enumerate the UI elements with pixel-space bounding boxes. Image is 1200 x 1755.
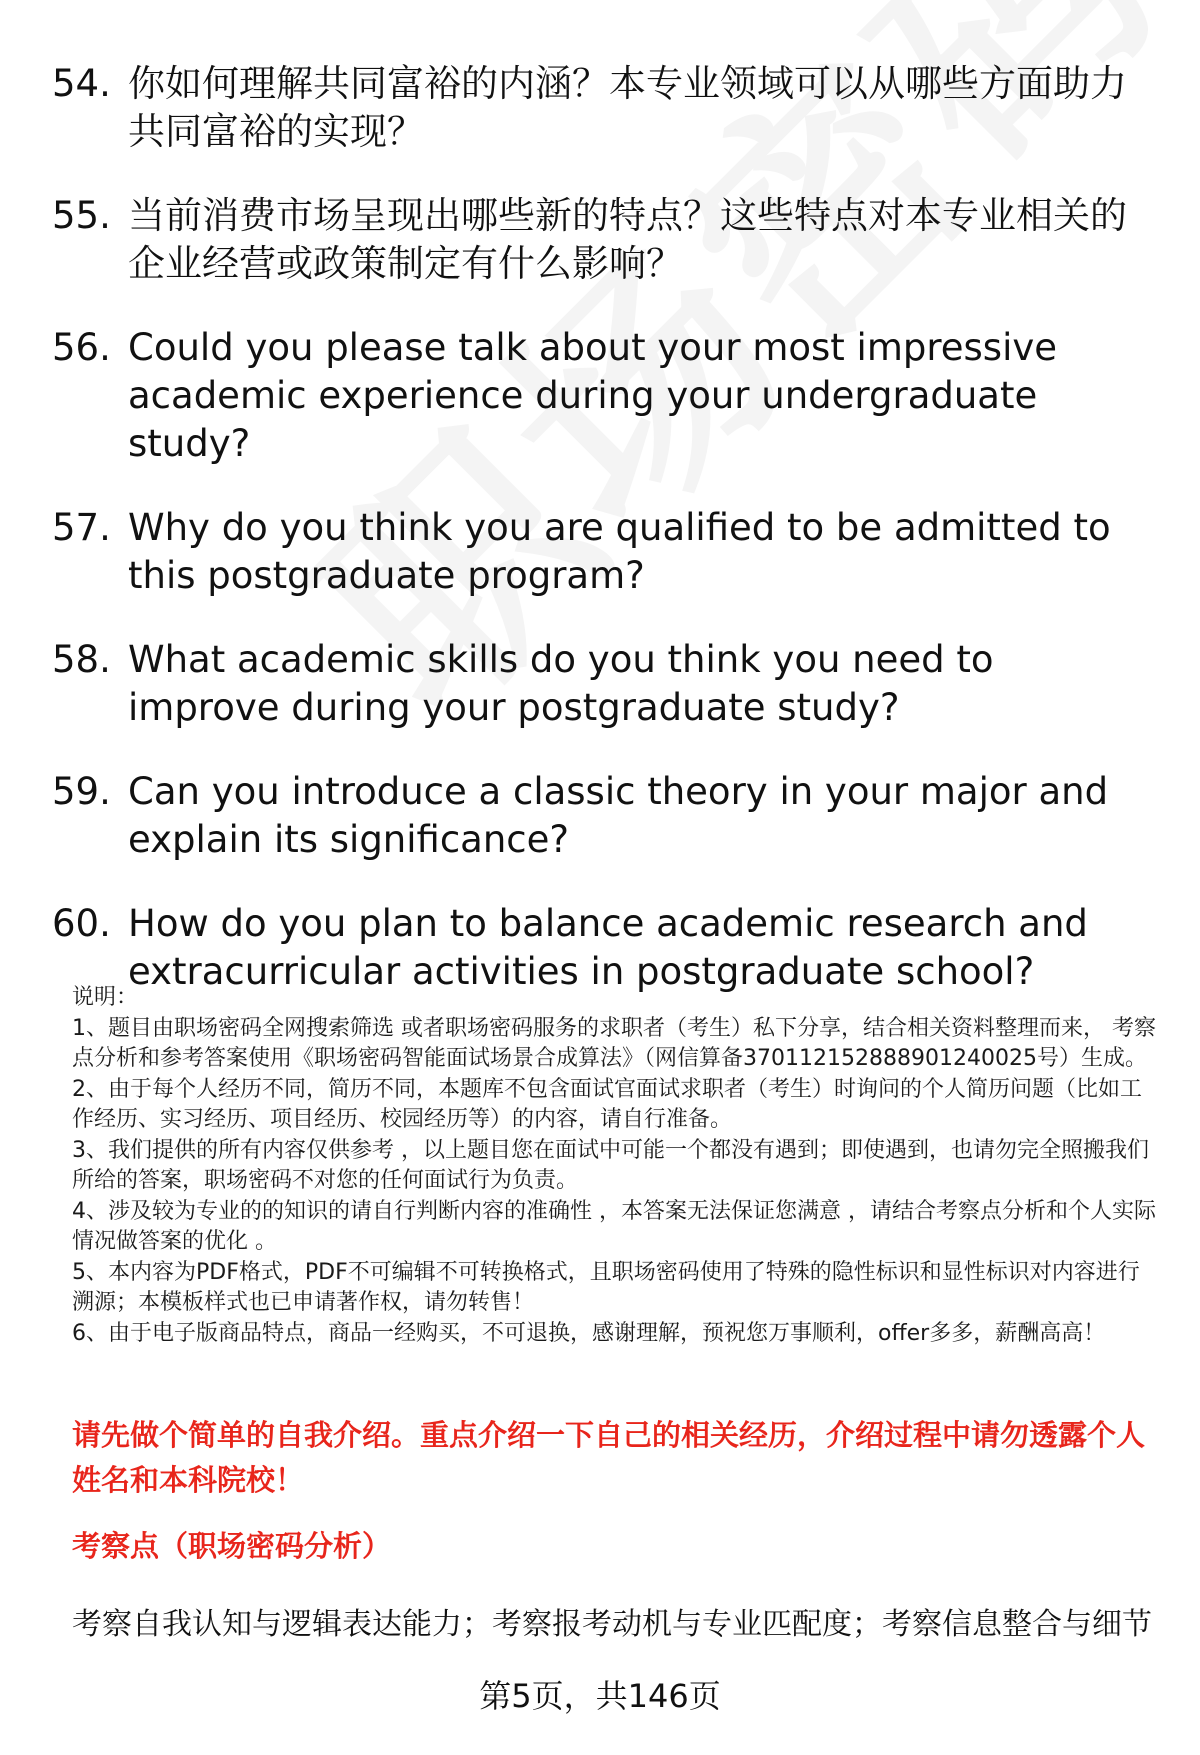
question-item [0,192,1200,288]
question-item [0,504,1200,600]
question-item [0,60,1200,156]
question-text: 你如何理解共同富裕的内涵？本专业领域可以从哪些方面助力共同富裕的实现？ [128,62,1127,153]
note-item: 4、涉及较为专业的的知识的请自行判断内容的准确性 ，本答案无法保证您满意 ，请结合考察点分析和个人实际情况做答案的优化 。 [72,1198,1156,1254]
question-text: Could you please talk about your most impressive academic experience during your undergraduate study? [128,326,1058,465]
question-item [0,636,1200,732]
question-item [0,768,1200,864]
page-number-footer: 第5页，共146页 [479,1677,721,1715]
analysis-text: 考察自我认知与逻辑表达能力；考察报考动机与专业匹配度；考察信息整合与细节 [72,1607,1152,1642]
note-item: 1、题目由职场密码全网搜索筛选 或者职场密码服务的求职者（考生）私下分享，结合相关资料整理而来， 考察点分析和参考答案使用《职场密码智能面试场景合成算法》（网信算备370112152888901240025号）生成。 [72,1015,1156,1071]
question-number: 58. [52,638,111,681]
question-text: 当前消费市场呈现出哪些新的特点？这些特点对本专业相关的企业经营或政策制定有什么影响？ [128,194,1127,285]
question-number: 56. [52,326,111,369]
question-number: 55. [52,194,111,237]
highlighted-question: 请先做个简单的自我介绍。重点介绍一下自己的相关经历，介绍过程中请勿透露个人姓名和本科院校！ [72,1418,1146,1497]
note-item: 6、由于电子版商品特点，商品一经购买，不可退换，感谢理解，预祝您万事顺利，offer多多，薪酬高高！ [72,1320,1106,1346]
note-item: 2、由于每个人经历不同，简历不同，本题库不包含面试官面试求职者（考生）时询问的个人简历问题（比如工作经历、实习经历、项目经历、校园经历等）的内容，请自行准备。 [72,1076,1143,1132]
question-text: Can you introduce a classic theory in your major and explain its significance? [128,770,1109,861]
notes-title: 说明： [72,985,139,1010]
question-number: 60. [52,902,111,945]
question-text: What academic skills do you think you need to improve during your postgraduate study? [128,638,994,729]
question-item [0,324,1200,468]
question-number: 59. [52,770,111,813]
question-text: How do you plan to balance academic research and extracurricular activities in postgraduate school? [128,902,1088,993]
question-number: 57. [52,506,111,549]
note-item: 5、本内容为PDF格式，PDF不可编辑不可转换格式，且职场密码使用了特殊的隐性标识和显性标识对内容进行溯源；本模板样式也已申请著作权，请勿转售！ [72,1259,1140,1315]
notes-section [72,983,1158,1349]
analysis-heading: 考察点（职场密码分析） [72,1529,392,1563]
question-text: Why do you think you are qualified to be admitted to this postgraduate program? [128,506,1111,597]
question-list [0,60,1200,1032]
note-item: 3、我们提供的所有内容仅供参考 ，以上题目您在面试中可能一个都没有遇到；即使遇到，也请勿完全照搬我们所给的答案，职场密码不对您的任何面试行为负责。 [72,1137,1149,1193]
question-number: 54. [52,62,111,105]
question-item [0,900,1200,996]
